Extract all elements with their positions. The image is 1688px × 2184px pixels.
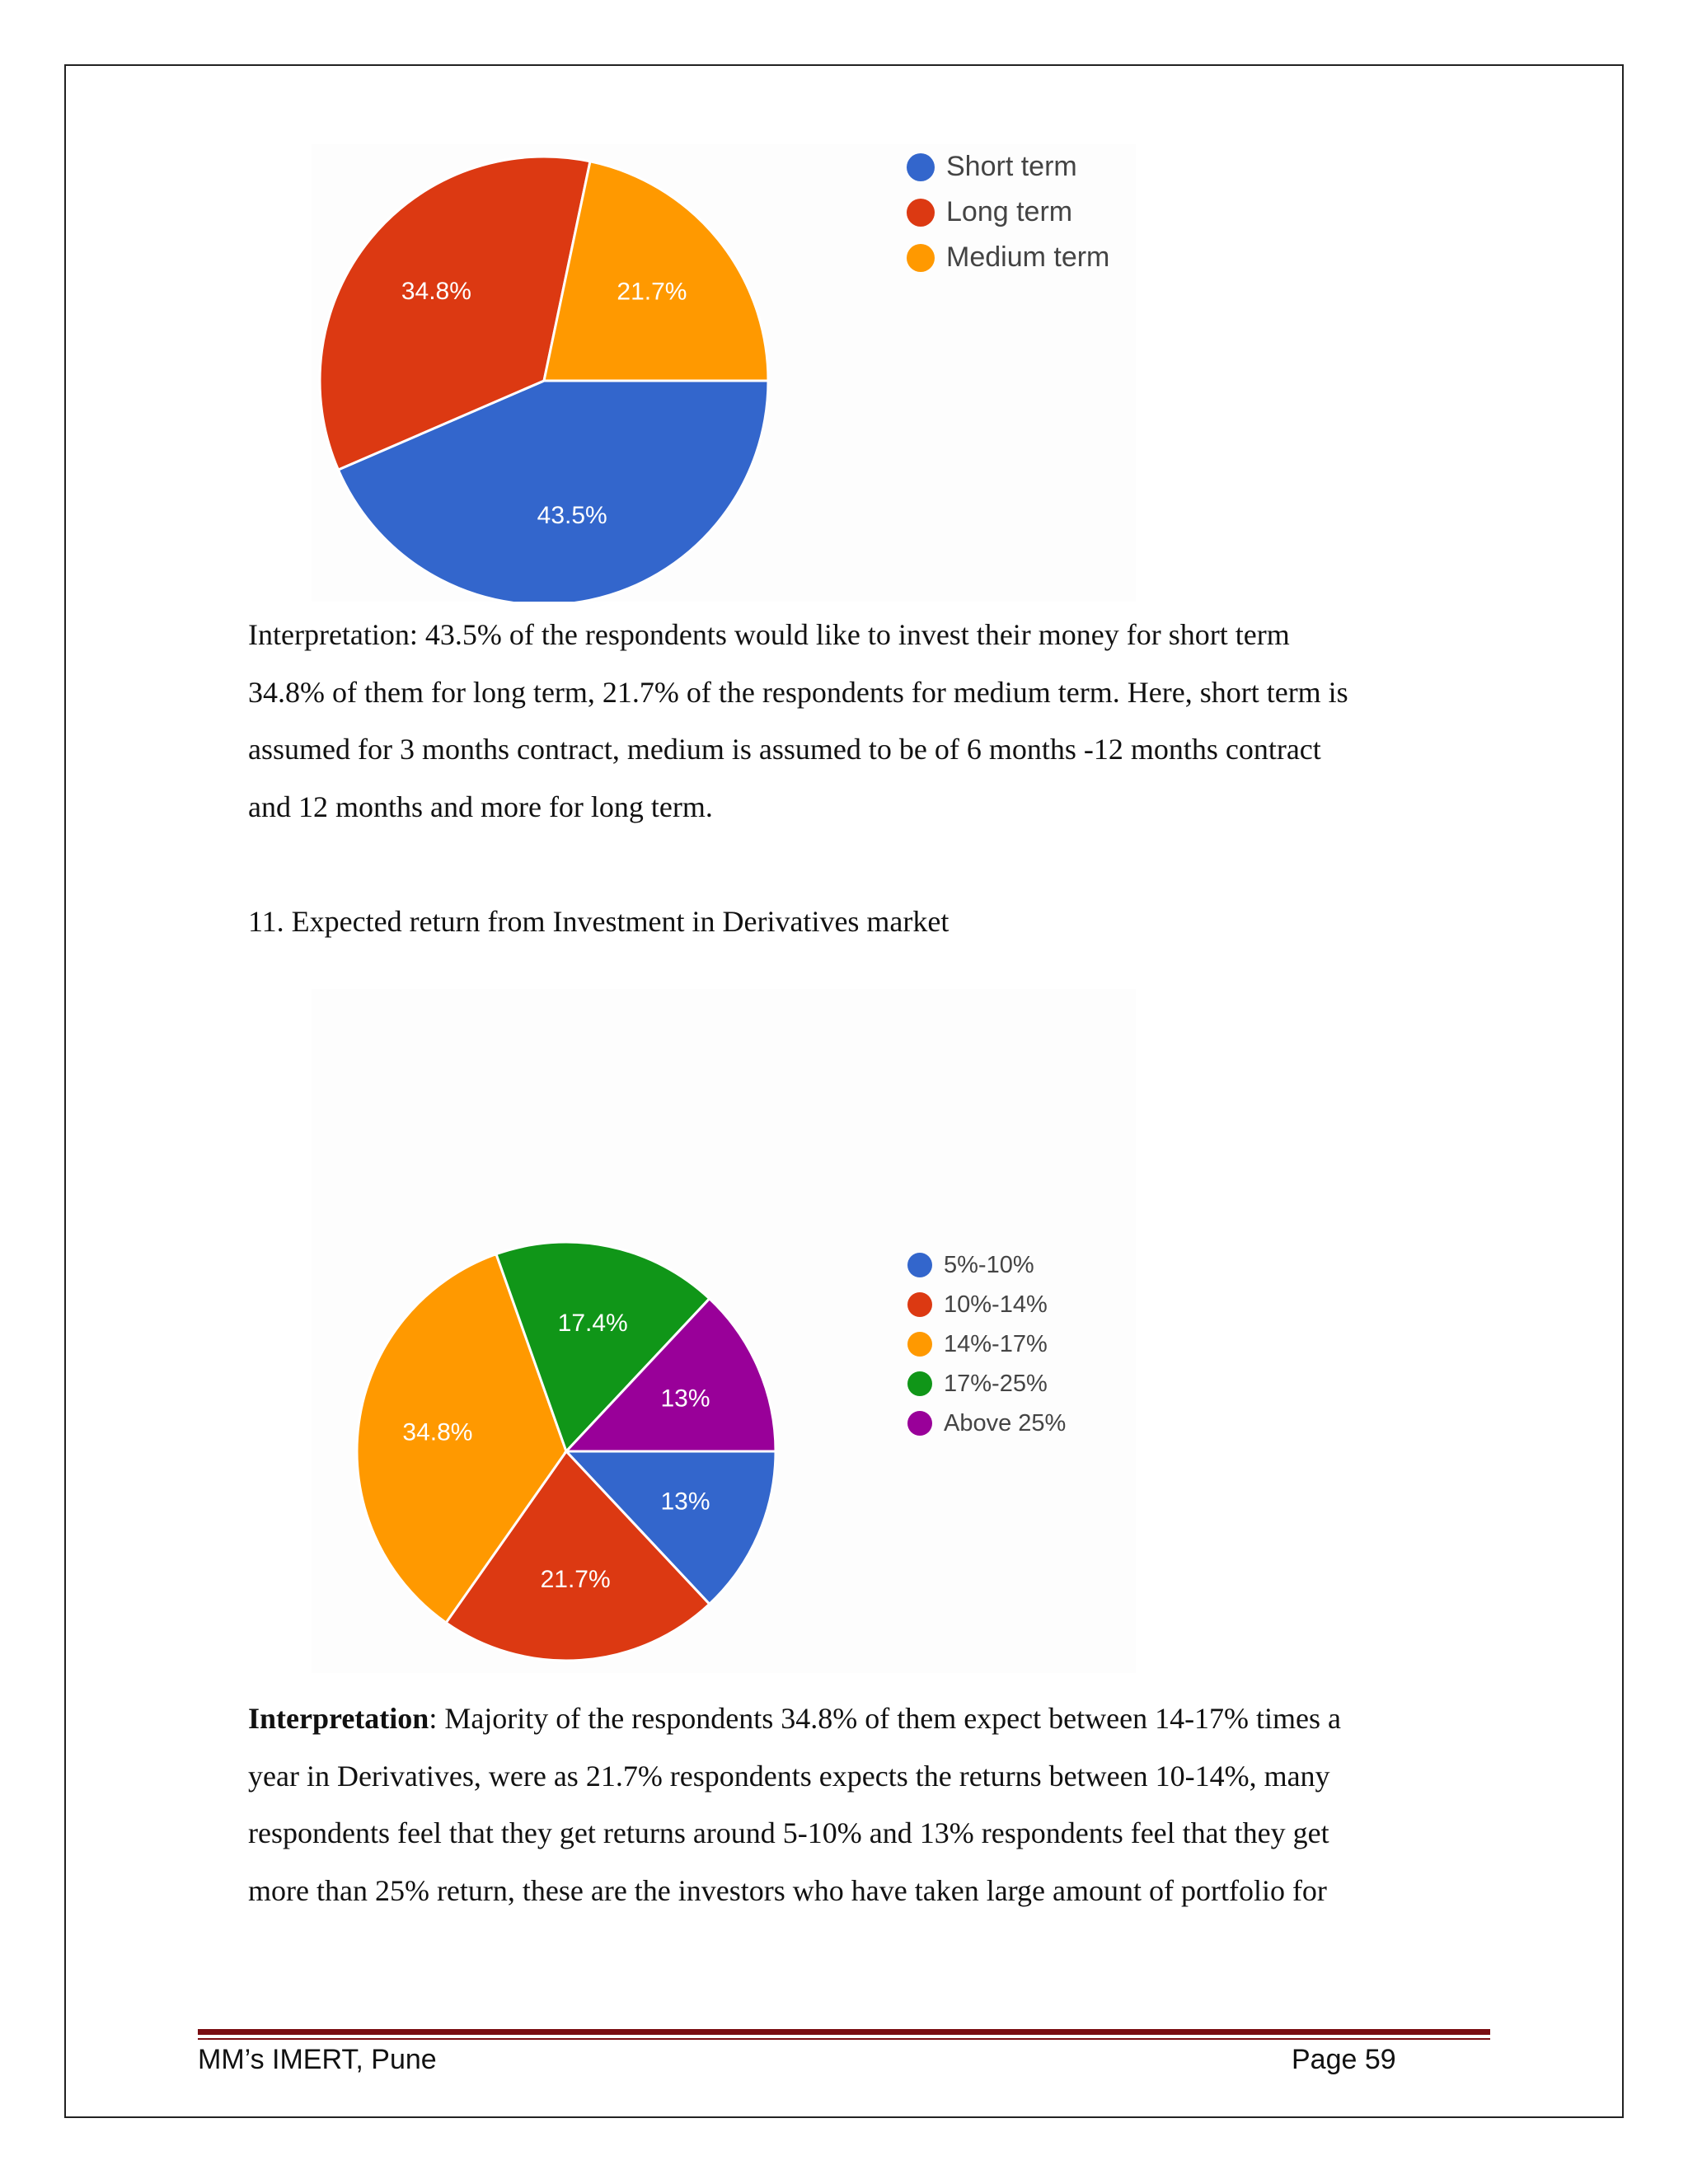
interpretation-bold-label: Interpretation xyxy=(248,1702,429,1735)
legend-label: Above 25% xyxy=(944,1409,1067,1436)
interpretation-paragraph-1 xyxy=(248,607,1517,836)
legend-label: Long term xyxy=(946,196,1073,227)
legend-swatch xyxy=(907,1411,932,1436)
text-line: Interpretation: 43.5% of the respondents would like to invest their money for short term xyxy=(248,618,1290,651)
slice-label-0: 43.5% xyxy=(537,502,607,530)
legend-label: 14%-17% xyxy=(944,1330,1048,1357)
interpretation-paragraph-2 xyxy=(248,1690,1517,1919)
legend-label: 10%-14% xyxy=(944,1291,1048,1318)
legend-swatch xyxy=(907,1371,932,1396)
legend-item xyxy=(907,1404,1066,1443)
footer-page-number: Page 59 xyxy=(1292,2044,1396,2075)
text-line: and 12 months and more for long term. xyxy=(248,790,713,823)
text-line xyxy=(248,1690,1517,1748)
slice-label-4: 13% xyxy=(660,1385,710,1413)
text-line: more than 25% return, these are the investors who have taken large amount of portfolio for xyxy=(248,1873,1327,1907)
legend-swatch xyxy=(907,153,935,181)
legend-item xyxy=(907,1285,1066,1324)
slice-label-2: 21.7% xyxy=(617,278,687,306)
legend-item xyxy=(907,1324,1066,1364)
pie-chart-2-legend xyxy=(907,1245,1066,1443)
footer-rule xyxy=(198,2029,1490,2035)
chart-1-area xyxy=(312,144,1136,602)
legend-item xyxy=(907,1364,1066,1404)
legend-swatch xyxy=(907,1292,932,1317)
text-line: respondents feel that they get returns around 5-10% and 13% respondents feel that they get xyxy=(248,1816,1329,1849)
slice-label-3: 17.4% xyxy=(557,1309,628,1337)
slice-label-0: 13% xyxy=(660,1488,710,1516)
legend-item xyxy=(907,1245,1066,1285)
legend-label: Short term xyxy=(946,151,1077,182)
legend-label: 5%-10% xyxy=(944,1251,1034,1278)
footer-institution: MM’s IMERT, Pune xyxy=(198,2044,437,2075)
text-line: year in Derivatives, were as 21.7% respondents expects the returns between 10-14%, many xyxy=(248,1759,1330,1793)
chart-2-area xyxy=(312,989,1136,1673)
text-span: : Majority of the respondents 34.8% of them expect between 14-17% times a xyxy=(429,1702,1342,1735)
slice-label-1: 21.7% xyxy=(540,1566,611,1594)
question-heading: 11. Expected return from Investment in Derivatives market xyxy=(248,905,950,938)
text-line: 34.8% of them for long term, 21.7% of the respondents for medium term. Here, short term is xyxy=(248,675,1348,709)
legend-label: Medium term xyxy=(946,241,1110,273)
legend-swatch xyxy=(907,199,935,227)
pie-chart-1-legend xyxy=(907,144,1109,280)
legend-item xyxy=(907,235,1109,280)
legend-item xyxy=(907,190,1109,235)
legend-swatch xyxy=(907,1253,932,1277)
slice-label-2: 34.8% xyxy=(402,1418,473,1446)
legend-swatch xyxy=(907,1332,932,1357)
footer-rule-thin xyxy=(198,2038,1490,2040)
legend-swatch xyxy=(907,244,935,272)
legend-item xyxy=(907,144,1109,190)
legend-label: 17%-25% xyxy=(944,1370,1048,1397)
text-line: assumed for 3 months contract, medium is assumed to be of 6 months -12 months contract xyxy=(248,733,1321,766)
slice-label-1: 34.8% xyxy=(401,278,471,306)
